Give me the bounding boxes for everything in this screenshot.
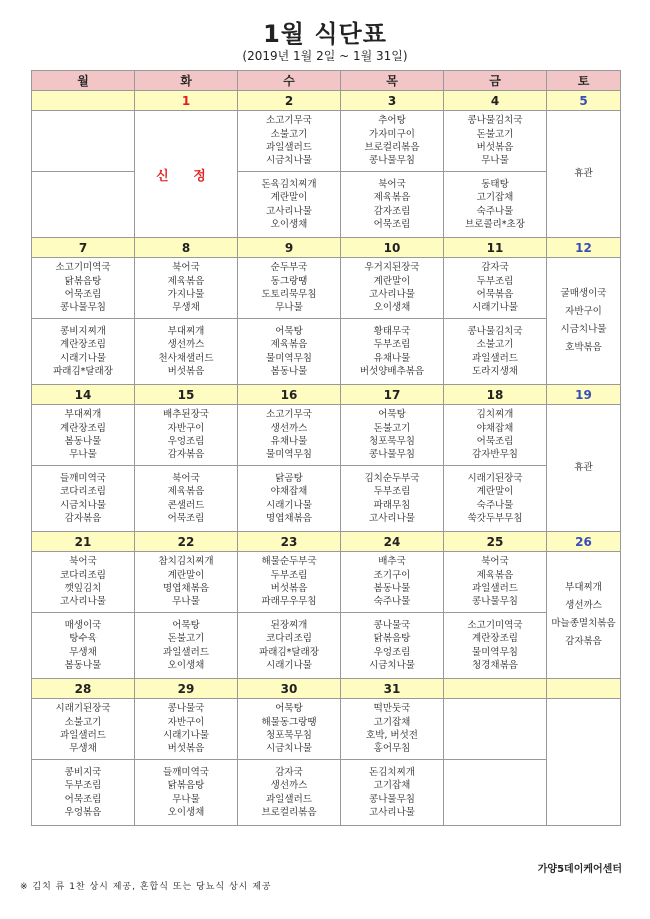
menu-cell (238, 405, 341, 466)
weekday-header: 수 (238, 71, 341, 91)
date-cell: 8 (135, 238, 238, 258)
menu-item: 돈육김치찌개 (261, 178, 317, 190)
dinner-row (32, 172, 621, 238)
menu-item: 무생채 (69, 646, 97, 658)
weekday-header: 목 (341, 71, 444, 91)
menu-item: 콩나물무침 (369, 793, 415, 805)
menu-item: 시래기나물 (266, 499, 312, 511)
menu-item: 콩비지찌개 (60, 325, 106, 337)
menu-item: 계란장조림 (60, 422, 106, 434)
menu-cell (238, 111, 341, 172)
menu-cell (238, 319, 341, 385)
date-cell: 25 (444, 532, 547, 552)
menu-item: 북어국 (481, 556, 509, 568)
menu-item: 고사리나물 (266, 205, 312, 217)
menu-cell (238, 699, 341, 760)
date-cell: 15 (135, 385, 238, 405)
menu-cell (238, 172, 341, 238)
date-cell: 1 (135, 91, 238, 111)
menu-item: 시래기나물 (472, 302, 518, 314)
menu-item: 청포묵무침 (369, 436, 415, 447)
menu-item: 코다리조림 (60, 569, 106, 581)
weekday-header: 월 (32, 71, 135, 91)
menu-item: 과일샐러드 (60, 730, 106, 741)
page-title: 1월 식단표 (263, 20, 387, 48)
date-cell: 29 (135, 679, 238, 699)
menu-item: 과일샐러드 (472, 583, 518, 594)
weekday-header: 화 (135, 71, 238, 91)
date-range-subtitle: (2019년 1월 2일 ~ 1월 31일) (242, 49, 408, 63)
menu-item: 북어국 (69, 556, 97, 568)
menu-item: 버섯양배추볶음 (359, 365, 425, 377)
menu-item: 북어국 (172, 262, 200, 274)
menu-item: 고기잡채 (373, 780, 411, 792)
date-cell: 18 (444, 385, 547, 405)
menu-item: 명엽채볶음 (266, 512, 312, 524)
menu-item: 감자조림 (373, 205, 411, 217)
menu-item: 콩나물무침 (472, 596, 518, 608)
menu-item: 콘샐러드 (167, 499, 205, 511)
menu-item: 콩나물무침 (60, 302, 106, 314)
menu-item: 도토리묵무침 (261, 289, 317, 300)
menu-item: 봄동나물 (373, 583, 411, 594)
menu-item: 동그랑땡 (270, 275, 308, 287)
date-cell: 28 (32, 679, 135, 699)
menu-item: 무나물 (172, 793, 200, 805)
menu-item: 오이생채 (270, 218, 308, 230)
menu-item: 브로컬리볶음 (261, 806, 317, 818)
menu-item: 파래무우무침 (261, 596, 317, 608)
date-cell (547, 679, 621, 699)
menu-item: 계란장조림 (60, 339, 106, 351)
menu-item: 고사리나물 (369, 806, 415, 818)
menu-cell (341, 319, 444, 385)
menu-cell (135, 699, 238, 760)
menu-item: 과일샐러드 (266, 142, 312, 153)
dinner-row (32, 613, 621, 679)
menu-item: 북어국 (378, 178, 406, 190)
date-cell: 19 (547, 385, 621, 405)
menu-item: 과일샐러드 (472, 352, 518, 364)
menu-item: 황태무국 (373, 325, 411, 337)
menu-item: 오이생채 (167, 806, 205, 818)
menu-item: 제육볶음 (270, 339, 308, 351)
menu-item: 시금치나물 (369, 659, 415, 671)
menu-cell (135, 613, 238, 679)
menu-item: 감자볶음 (64, 512, 102, 524)
menu-item: 무나물 (275, 302, 303, 314)
menu-item: 참치김치찌개 (158, 556, 214, 568)
menu-item: 어묵탕 (172, 619, 200, 631)
menu-item: 두부조림 (64, 780, 102, 792)
center-name: 가양5데이케어센터 (537, 864, 622, 875)
menu-item: 우엉조림 (167, 436, 205, 447)
menu-item: 우거지된장국 (364, 262, 420, 274)
menu-item: 어묵조림 (64, 289, 102, 300)
menu-item: 북어국 (172, 472, 200, 484)
menu-cell (341, 466, 444, 532)
menu-cell (238, 760, 341, 826)
menu-cell (341, 405, 444, 466)
menu-cell (444, 258, 547, 319)
menu-item: 자반구이 (565, 306, 602, 317)
menu-item: 숙주나물 (476, 499, 514, 511)
menu-item: 오이생채 (167, 659, 205, 671)
menu-item: 가지나물 (167, 289, 205, 300)
menu-item: 야채잡채 (476, 422, 514, 434)
dinner-row (32, 760, 621, 826)
menu-item: 감자볶음 (167, 449, 205, 461)
menu-item: 굴매생이국 (560, 288, 607, 299)
menu-item: 생선까스 (167, 339, 205, 351)
menu-item: 천사채샐러드 (158, 352, 214, 364)
menu-item: 파래무침 (373, 499, 411, 511)
menu-cell (341, 172, 444, 238)
menu-item: 부대찌개 (167, 325, 205, 337)
menu-item: 계란말이 (270, 192, 308, 204)
menu-item: 쑥갓두부무침 (467, 512, 523, 524)
menu-item: 브로콜리*초장 (465, 218, 525, 230)
menu-item: 감자반무침 (472, 449, 518, 461)
menu-item: 휴관 (574, 462, 593, 473)
menu-item: 마늘종멸치볶음 (551, 618, 616, 629)
menu-item: 호박, 버섯전 (366, 730, 418, 741)
menu-item: 시금치나물 (266, 743, 312, 755)
menu-item: 어묵조림 (167, 512, 205, 524)
menu-item: 어묵탕 (275, 703, 303, 715)
menu-item: 고기잡채 (476, 192, 514, 204)
menu-item: 무나물 (172, 596, 200, 608)
menu-item: 깻잎김치 (64, 583, 102, 594)
menu-item: 소불고기 (270, 128, 308, 140)
menu-item: 들깨미역국 (60, 472, 106, 484)
menu-item: 돈불고기 (373, 422, 411, 434)
menu-item: 가자미구이 (369, 128, 415, 140)
menu-item: 우엉조림 (373, 646, 411, 658)
menu-item: 계란말이 (476, 486, 514, 498)
menu-cell (238, 466, 341, 532)
weekday-header: 금 (444, 71, 547, 91)
menu-item: 어묵탕 (378, 409, 406, 421)
menu-item: 소고기무국 (266, 409, 312, 421)
menu-item: 자반구이 (167, 422, 205, 434)
dinner-row (32, 319, 621, 385)
menu-item: 두부조림 (270, 569, 308, 581)
menu-cell (341, 613, 444, 679)
menu-item: 감자볶음 (565, 636, 602, 647)
date-cell: 22 (135, 532, 238, 552)
menu-item: 어묵조림 (476, 436, 514, 447)
menu-item: 돈김치찌개 (369, 766, 415, 778)
menu-cell (444, 111, 547, 172)
menu-cell (135, 405, 238, 466)
menu-item: 야채잡채 (270, 486, 308, 498)
menu-item: 생선까스 (270, 780, 308, 792)
menu-cell (32, 552, 135, 613)
date-cell: 9 (238, 238, 341, 258)
menu-cell (444, 466, 547, 532)
menu-item: 고기잡채 (373, 716, 411, 728)
menu-item: 들깨미역국 (163, 766, 209, 778)
menu-cell (32, 405, 135, 466)
menu-cell (341, 258, 444, 319)
menu-cell (238, 258, 341, 319)
menu-item: 시금치나물 (266, 155, 312, 167)
menu-item: 청포묵무침 (266, 730, 312, 741)
menu-item: 해물동그랑땡 (261, 716, 317, 728)
menu-item: 휴관 (574, 168, 593, 179)
menu-item: 물미역무침 (472, 646, 518, 658)
date-cell: 24 (341, 532, 444, 552)
menu-item: 매생이국 (64, 619, 102, 631)
menu-cell (444, 699, 547, 760)
weekday-header: 토 (547, 71, 621, 91)
menu-item: 봄동나물 (64, 659, 102, 671)
menu-item: 시래기나물 (60, 352, 106, 364)
date-cell: 4 (444, 91, 547, 111)
menu-item: 호박볶음 (565, 342, 602, 353)
menu-item: 유채나물 (270, 436, 308, 447)
menu-item: 배추된장국 (163, 409, 209, 421)
menu-item: 물미역무침 (266, 352, 312, 364)
holiday-cell: 신 정 (135, 111, 238, 238)
menu-item: 고사리나물 (369, 512, 415, 524)
menu-item: 숙주나물 (476, 205, 514, 217)
date-row (32, 91, 621, 111)
footnote: ※ 김치 류 1찬 상시 제공, 혼합식 또는 당뇨식 상시 제공 (20, 882, 272, 892)
date-cell: 5 (547, 91, 621, 111)
menu-cell (32, 699, 135, 760)
menu-item: 콩나물국 (167, 703, 205, 715)
menu-item: 시래기된장국 (55, 703, 111, 715)
menu-item: 닭곰탕 (275, 472, 303, 484)
date-cell: 10 (341, 238, 444, 258)
menu-item: 순두부국 (270, 262, 308, 274)
menu-item: 우엉볶음 (64, 806, 102, 818)
menu-item: 콩나물무침 (369, 449, 415, 461)
menu-item: 추어탕 (378, 115, 406, 127)
menu-item: 닭볶음탕 (167, 780, 205, 792)
menu-cell (341, 111, 444, 172)
date-cell: 3 (341, 91, 444, 111)
menu-item: 부대찌개 (565, 582, 602, 593)
menu-item: 버섯볶음 (167, 365, 205, 377)
menu-item: 도라지생채 (472, 365, 518, 377)
menu-cell (32, 466, 135, 532)
dinner-row (32, 466, 621, 532)
menu-item: 무생채 (69, 743, 97, 755)
menu-item: 과일샐러드 (266, 793, 312, 805)
menu-item: 배추국 (378, 556, 406, 568)
menu-cell (444, 552, 547, 613)
date-cell: 11 (444, 238, 547, 258)
date-row (32, 238, 621, 258)
date-cell (444, 679, 547, 699)
menu-item: 제육볶음 (167, 486, 205, 498)
menu-item: 브로컬리볶음 (364, 142, 420, 153)
menu-cell (32, 258, 135, 319)
menu-item: 소고기무국 (266, 115, 312, 127)
menu-cell (32, 111, 135, 172)
menu-item: 탕수육 (69, 633, 97, 645)
date-cell: 26 (547, 532, 621, 552)
date-row (32, 679, 621, 699)
menu-item: 생선까스 (270, 422, 308, 434)
menu-item: 과일샐러드 (163, 646, 209, 658)
menu-cell (135, 319, 238, 385)
weekday-header-row (32, 71, 621, 91)
date-cell (32, 91, 135, 111)
menu-item: 생선까스 (565, 600, 602, 611)
menu-cell (444, 613, 547, 679)
saturday-cell (547, 111, 621, 238)
menu-item: 부대찌개 (64, 409, 102, 421)
date-cell: 31 (341, 679, 444, 699)
menu-item: 고사리나물 (60, 596, 106, 608)
menu-item: 소고기미역국 (55, 262, 111, 274)
menu-cell (32, 760, 135, 826)
date-cell: 2 (238, 91, 341, 111)
menu-cell (444, 760, 547, 826)
menu-item: 시래기나물 (266, 659, 312, 671)
lunch-row (32, 258, 621, 319)
menu-item: 감자국 (275, 766, 303, 778)
lunch-row (32, 552, 621, 613)
menu-item: 김치찌개 (476, 409, 514, 421)
menu-item: 버섯볶음 (270, 583, 308, 594)
menu-item: 무나물 (481, 155, 509, 167)
menu-item: 계란장조림 (472, 633, 518, 645)
menu-item: 콩비지국 (64, 766, 102, 778)
menu-item: 제육볶음 (476, 569, 514, 581)
menu-item: 유채나물 (373, 352, 411, 364)
lunch-row (32, 699, 621, 760)
menu-item: 콩나물국 (373, 619, 411, 631)
menu-item: 조기구이 (373, 569, 411, 581)
menu-cell (341, 760, 444, 826)
menu-item: 어묵조림 (64, 793, 102, 805)
menu-item: 오이생채 (373, 302, 411, 314)
menu-item: 두부조림 (373, 486, 411, 498)
menu-cell (444, 405, 547, 466)
menu-item: 고사리나물 (369, 289, 415, 300)
saturday-cell (547, 552, 621, 679)
menu-item: 무생채 (172, 302, 200, 314)
menu-item: 코다리조림 (266, 633, 312, 645)
menu-item: 두부조림 (476, 275, 514, 287)
menu-item: 시금치나물 (60, 499, 106, 511)
menu-cell (135, 466, 238, 532)
menu-item: 봄동나물 (64, 436, 102, 447)
menu-cell (238, 552, 341, 613)
date-cell: 23 (238, 532, 341, 552)
menu-cell (135, 258, 238, 319)
menu-item: 두부조림 (373, 339, 411, 351)
menu-item: 김치순두부국 (364, 472, 420, 484)
menu-item: 봄동나물 (270, 365, 308, 377)
menu-item: 버섯볶음 (167, 743, 205, 755)
menu-item: 시래기된장국 (467, 472, 523, 484)
menu-item: 파래김*달래장 (53, 365, 113, 377)
menu-cell (32, 319, 135, 385)
date-cell: 16 (238, 385, 341, 405)
menu-item: 물미역무침 (266, 449, 312, 461)
menu-item: 콩나물무침 (369, 155, 415, 167)
menu-item: 돈불고기 (167, 633, 205, 645)
saturday-cell (547, 699, 621, 826)
menu-item: 어묵조림 (373, 218, 411, 230)
menu-item: 버섯볶음 (476, 142, 514, 153)
date-cell: 12 (547, 238, 621, 258)
menu-item: 청경채볶음 (472, 659, 518, 671)
menu-cell (341, 699, 444, 760)
menu-cell (135, 760, 238, 826)
menu-item: 해물순두부국 (261, 556, 317, 568)
menu-item: 어묵탕 (275, 325, 303, 337)
menu-item: 숙주나물 (373, 596, 411, 608)
menu-cell (341, 552, 444, 613)
date-cell: 30 (238, 679, 341, 699)
menu-item: 홍어무침 (373, 743, 411, 755)
date-cell: 21 (32, 532, 135, 552)
menu-item: 제육볶음 (373, 192, 411, 204)
menu-item: 소불고기 (64, 716, 102, 728)
date-cell: 17 (341, 385, 444, 405)
menu-table (31, 70, 621, 826)
menu-item: 콩나물김치국 (467, 115, 523, 127)
menu-cell (32, 172, 135, 238)
menu-item: 자반구이 (167, 716, 205, 728)
menu-item: 어묵볶음 (476, 289, 514, 300)
menu-item: 된장찌개 (270, 619, 308, 631)
date-cell: 7 (32, 238, 135, 258)
menu-item: 돈불고기 (476, 128, 514, 140)
menu-item: 동태탕 (481, 178, 509, 190)
date-row (32, 385, 621, 405)
menu-item: 계란말이 (373, 275, 411, 287)
menu-cell (238, 613, 341, 679)
saturday-cell (547, 258, 621, 385)
menu-item: 시래기나물 (163, 730, 209, 741)
menu-item: 제육볶음 (167, 275, 205, 287)
menu-item: 무나물 (69, 449, 97, 461)
menu-item: 시금치나물 (560, 324, 607, 335)
saturday-cell (547, 405, 621, 532)
menu-item: 계란말이 (167, 569, 205, 581)
menu-cell (32, 613, 135, 679)
menu-item: 떡만둣국 (373, 703, 411, 715)
menu-item: 코다리조림 (60, 486, 106, 498)
menu-item: 소고기미역국 (467, 619, 523, 631)
menu-item: 소불고기 (476, 339, 514, 351)
lunch-row (32, 111, 621, 172)
date-row (32, 532, 621, 552)
menu-cell (135, 552, 238, 613)
menu-item: 닭볶음탕 (64, 275, 102, 287)
menu-item: 닭볶음탕 (373, 633, 411, 645)
menu-cell (444, 319, 547, 385)
menu-item: 명엽채볶음 (163, 583, 209, 594)
menu-cell (444, 172, 547, 238)
menu-item: 파래김*달래장 (259, 646, 319, 658)
menu-item: 감자국 (481, 262, 509, 274)
date-cell: 14 (32, 385, 135, 405)
menu-item: 콩나물김치국 (467, 325, 523, 337)
lunch-row (32, 405, 621, 466)
